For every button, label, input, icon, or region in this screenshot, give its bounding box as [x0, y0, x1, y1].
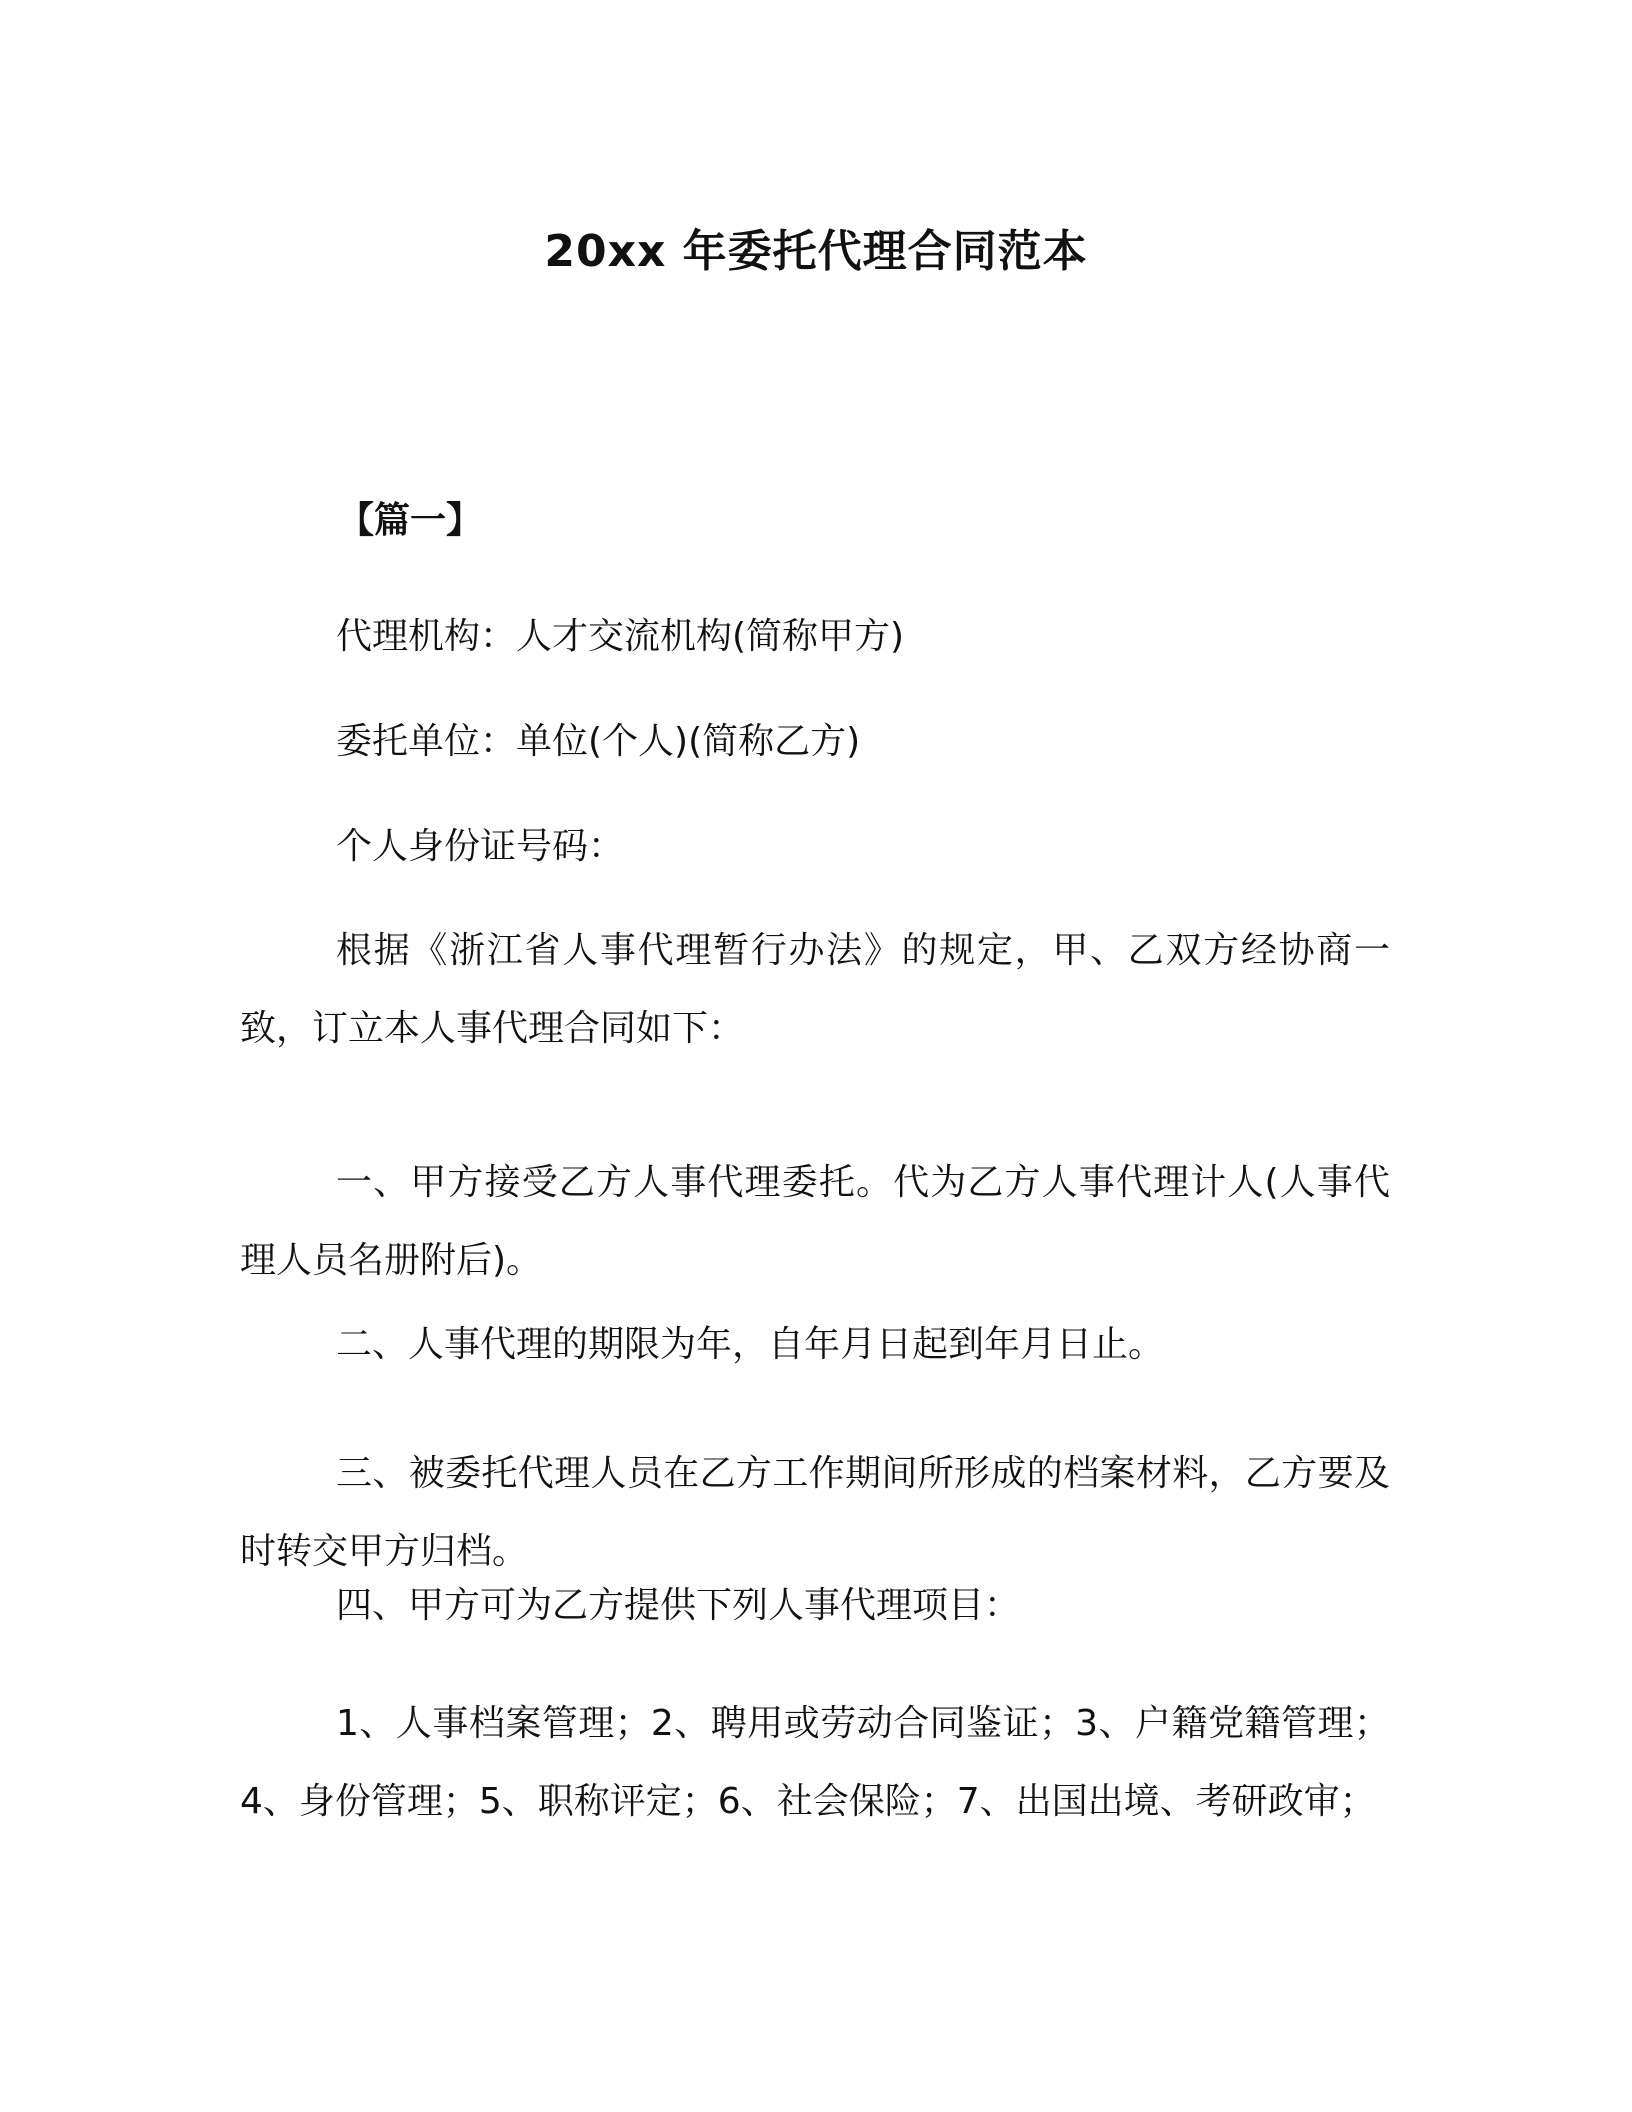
- clause-1: 一、甲方接受乙方人事代理委托。代为乙方人事代理计人(人事代理人员名册附后)。: [240, 1162, 1390, 1281]
- client-line: 委托单位：单位(个人)(简称乙方): [336, 721, 861, 762]
- preamble-paragraph: 根据《浙江省人事代理暂行办法》的规定，甲、乙双方经协商一致，订立本人事代理合同如下：: [240, 930, 1390, 1049]
- document-title: 20xx 年委托代理合同范本: [544, 226, 1088, 277]
- service-items-list: 1、人事档案管理；2、聘用或劳动合同鉴证；3、户籍党籍管理；4、身份管理；5、职称评定；6、社会保险；7、出国出境、考研政审；: [240, 1703, 1390, 1822]
- clause-2: 二、人事代理的期限为年，自年月日起到年月日止。: [336, 1324, 1165, 1365]
- section-heading: 【篇一】: [338, 500, 483, 541]
- id-number-line: 个人身份证号码：: [336, 826, 625, 867]
- clause-3: 三、被委托代理人员在乙方工作期间所形成的档案材料，乙方要及时转交甲方归档。: [240, 1453, 1390, 1572]
- agency-line: 代理机构：人才交流机构(简称甲方): [336, 616, 905, 657]
- clause-4: 四、甲方可为乙方提供下列人事代理项目：: [336, 1585, 1021, 1626]
